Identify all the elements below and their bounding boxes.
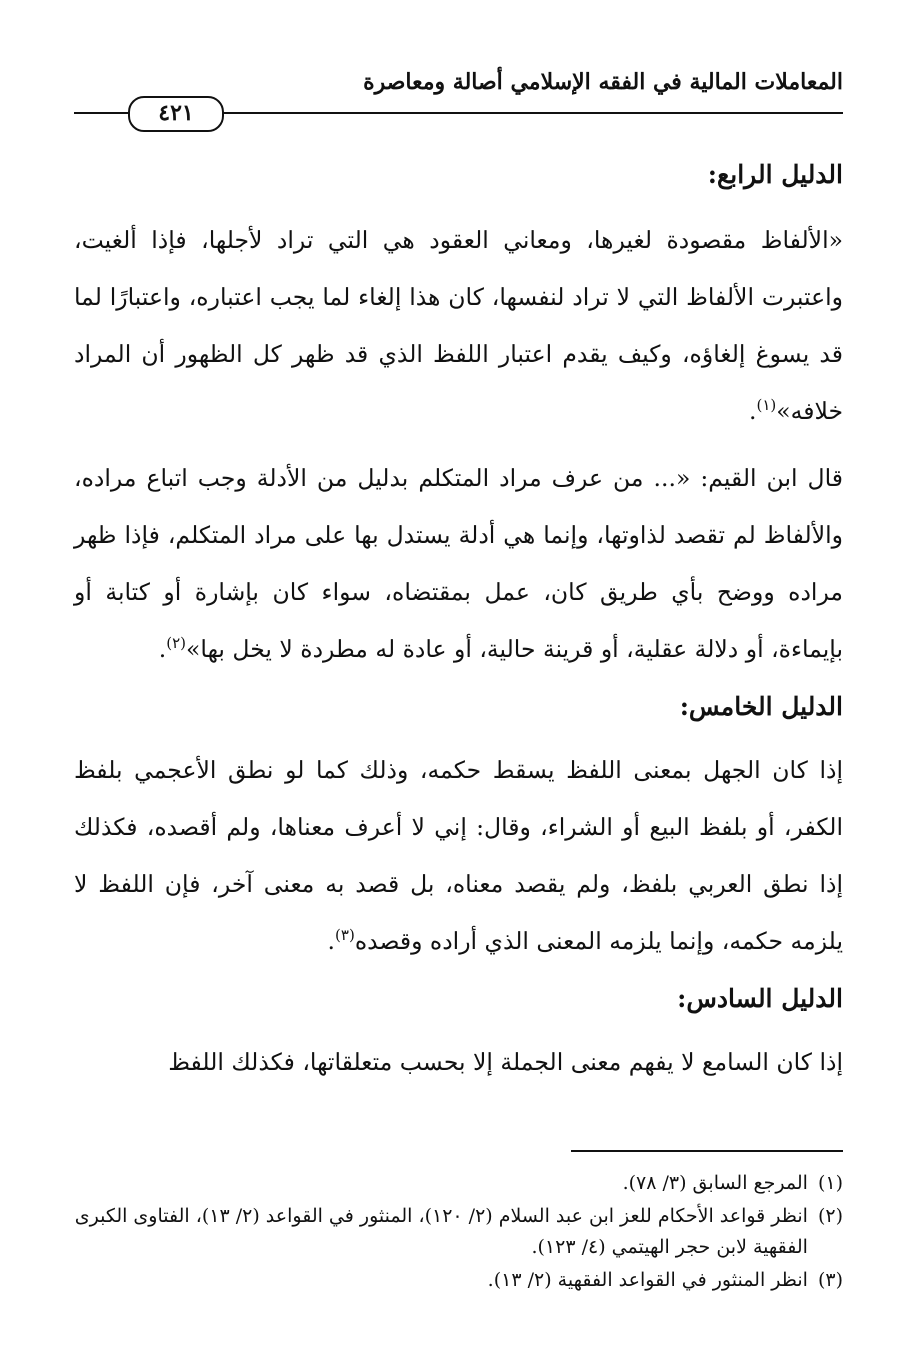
paragraph-4b-text: قال ابن القيم: «... من عرف مراد المتكلم بدليل من الأدلة وجب اتباع مراده، والألفاظ لم تقصد لذاوتها، وإنما هي أدلة يستدل بها على مراد المتكلم، فإذا ظهر مراده ووضح بأي طريق كان، عمل بمقتضاه، سواء كان بإشارة أو كتابة أو بإيماءة، أو دلالة عقلية، أو قرينة حالية، أو عادة له مطردة لا يخل بها» <box>74 464 843 663</box>
footnote-1 <box>74 1168 843 1199</box>
paragraph-4-text: «الألفاظ مقصودة لغيرها، ومعاني العقود هي التي تراد لأجلها، فإذا ألغيت، واعتبرت الألفاظ التي لا تراد لنفسها، كان هذا إلغاء لما يجب اعتباره، واعتبارًا لما قد يسوغ إلغاؤه، وكيف يقدم اعتبار اللفظ الذي قد ظهر كل الظهور أن المراد خلافه» <box>74 226 843 425</box>
footnote-number: (٣) <box>817 1269 843 1291</box>
section-heading-5: الدليل الخامس: <box>679 692 843 721</box>
footnote-2 <box>74 1201 843 1263</box>
section-heading-6: الدليل السادس: <box>677 984 843 1013</box>
running-title: المعاملات المالية في الفقه الإسلامي أصالة ومعاصرة <box>363 69 843 95</box>
paragraph-6: إذا كان السامع لا يفهم معنى الجملة إلا بحسب متعلقاتها، فكذلك اللفظ <box>168 1048 843 1076</box>
footnote-text: المرجع السابق (٣/ ٧٨). <box>622 1172 808 1194</box>
footnote-text: انظر المنثور في القواعد الفقهية (٢/ ١٣). <box>487 1269 808 1291</box>
paragraph-5-text: إذا كان الجهل بمعنى اللفظ يسقط حكمه، وذلك كما لو نطق الأعجمي بلفظ الكفر، أو بلفظ البيع أو الشراء، وقال: إني لا أعرف معناها، ولم أقصده، فكذلك إذا نطق العربي بلفظ، ولم يقصد معناه، بل قصد به معنى آخر، فإن اللفظ لا يلزمه حكمه، وإنما يلزمه المعنى الذي أراده وقصده <box>74 756 843 955</box>
page-number: ٤٢١ <box>128 96 224 132</box>
body-text <box>74 148 843 1091</box>
paragraph-5: إذا كان الجهل بمعنى اللفظ يسقط حكمه، وذلك كما لو نطق الأعجمي بلفظ الكفر، أو بلفظ البيع أو الشراء، وقال: إني لا أعرف معناها، ولم أقصده، فكذلك إذا نطق العربي بلفظ، ولم يقصد معناه، بل قصد به معنى آخر، فإن اللفظ لا يلزمه حكمه، وإنما يلزمه المعنى الذي أراده وقصده$^{(٣)}$. <box>74 756 843 955</box>
paragraph-4b: قال ابن القيم: «... من عرف مراد المتكلم بدليل من الأدلة وجب اتباع مراده، والألفاظ لم تقصد لذاوتها، وإنما هي أدلة يستدل بها على مراد المتكلم، فإذا ظهر مراده ووضح بأي طريق كان، عمل بمقتضاه، سواء كان بإشارة أو كتابة أو بإيماءة، أو دلالة عقلية، أو قرينة حالية، أو عادة له مطردة لا يخل بها»$^{(٢)}$. <box>74 464 843 663</box>
paragraph-4: «الألفاظ مقصودة لغيرها، ومعاني العقود هي التي تراد لأجلها، فإذا ألغيت، واعتبرت الألفاظ التي لا تراد لنفسها، كان هذا إلغاء لما يجب اعتباره، واعتبارًا لما قد يسوغ إلغاؤه، وكيف يقدم اعتبار اللفظ الذي قد ظهر كل الظهور أن المراد خلافه»$^{(١)}$. <box>74 226 843 425</box>
footnote-number: (٢) <box>817 1205 843 1227</box>
footnote-ref-2[interactable]: (٢) <box>166 634 187 653</box>
footnote-ref-1[interactable]: (١) <box>756 396 777 415</box>
footnote-text: انظر قواعد الأحكام للعز ابن عبد السلام (٢/ ١٢٠)، المنثور في القواعد (٢/ ١٣)، الفتاوى الكبرى الفقهية لابن حجر الهيتمي (٤/ ١٢٣). <box>74 1205 808 1258</box>
footnote-rule <box>571 1150 843 1152</box>
footnote-ref-3[interactable]: (٣) <box>335 926 355 945</box>
footnote-number: (١) <box>817 1172 843 1194</box>
footnote-3 <box>74 1265 843 1296</box>
footnotes <box>74 1168 843 1298</box>
section-heading-4: الدليل الرابع: <box>707 160 843 189</box>
